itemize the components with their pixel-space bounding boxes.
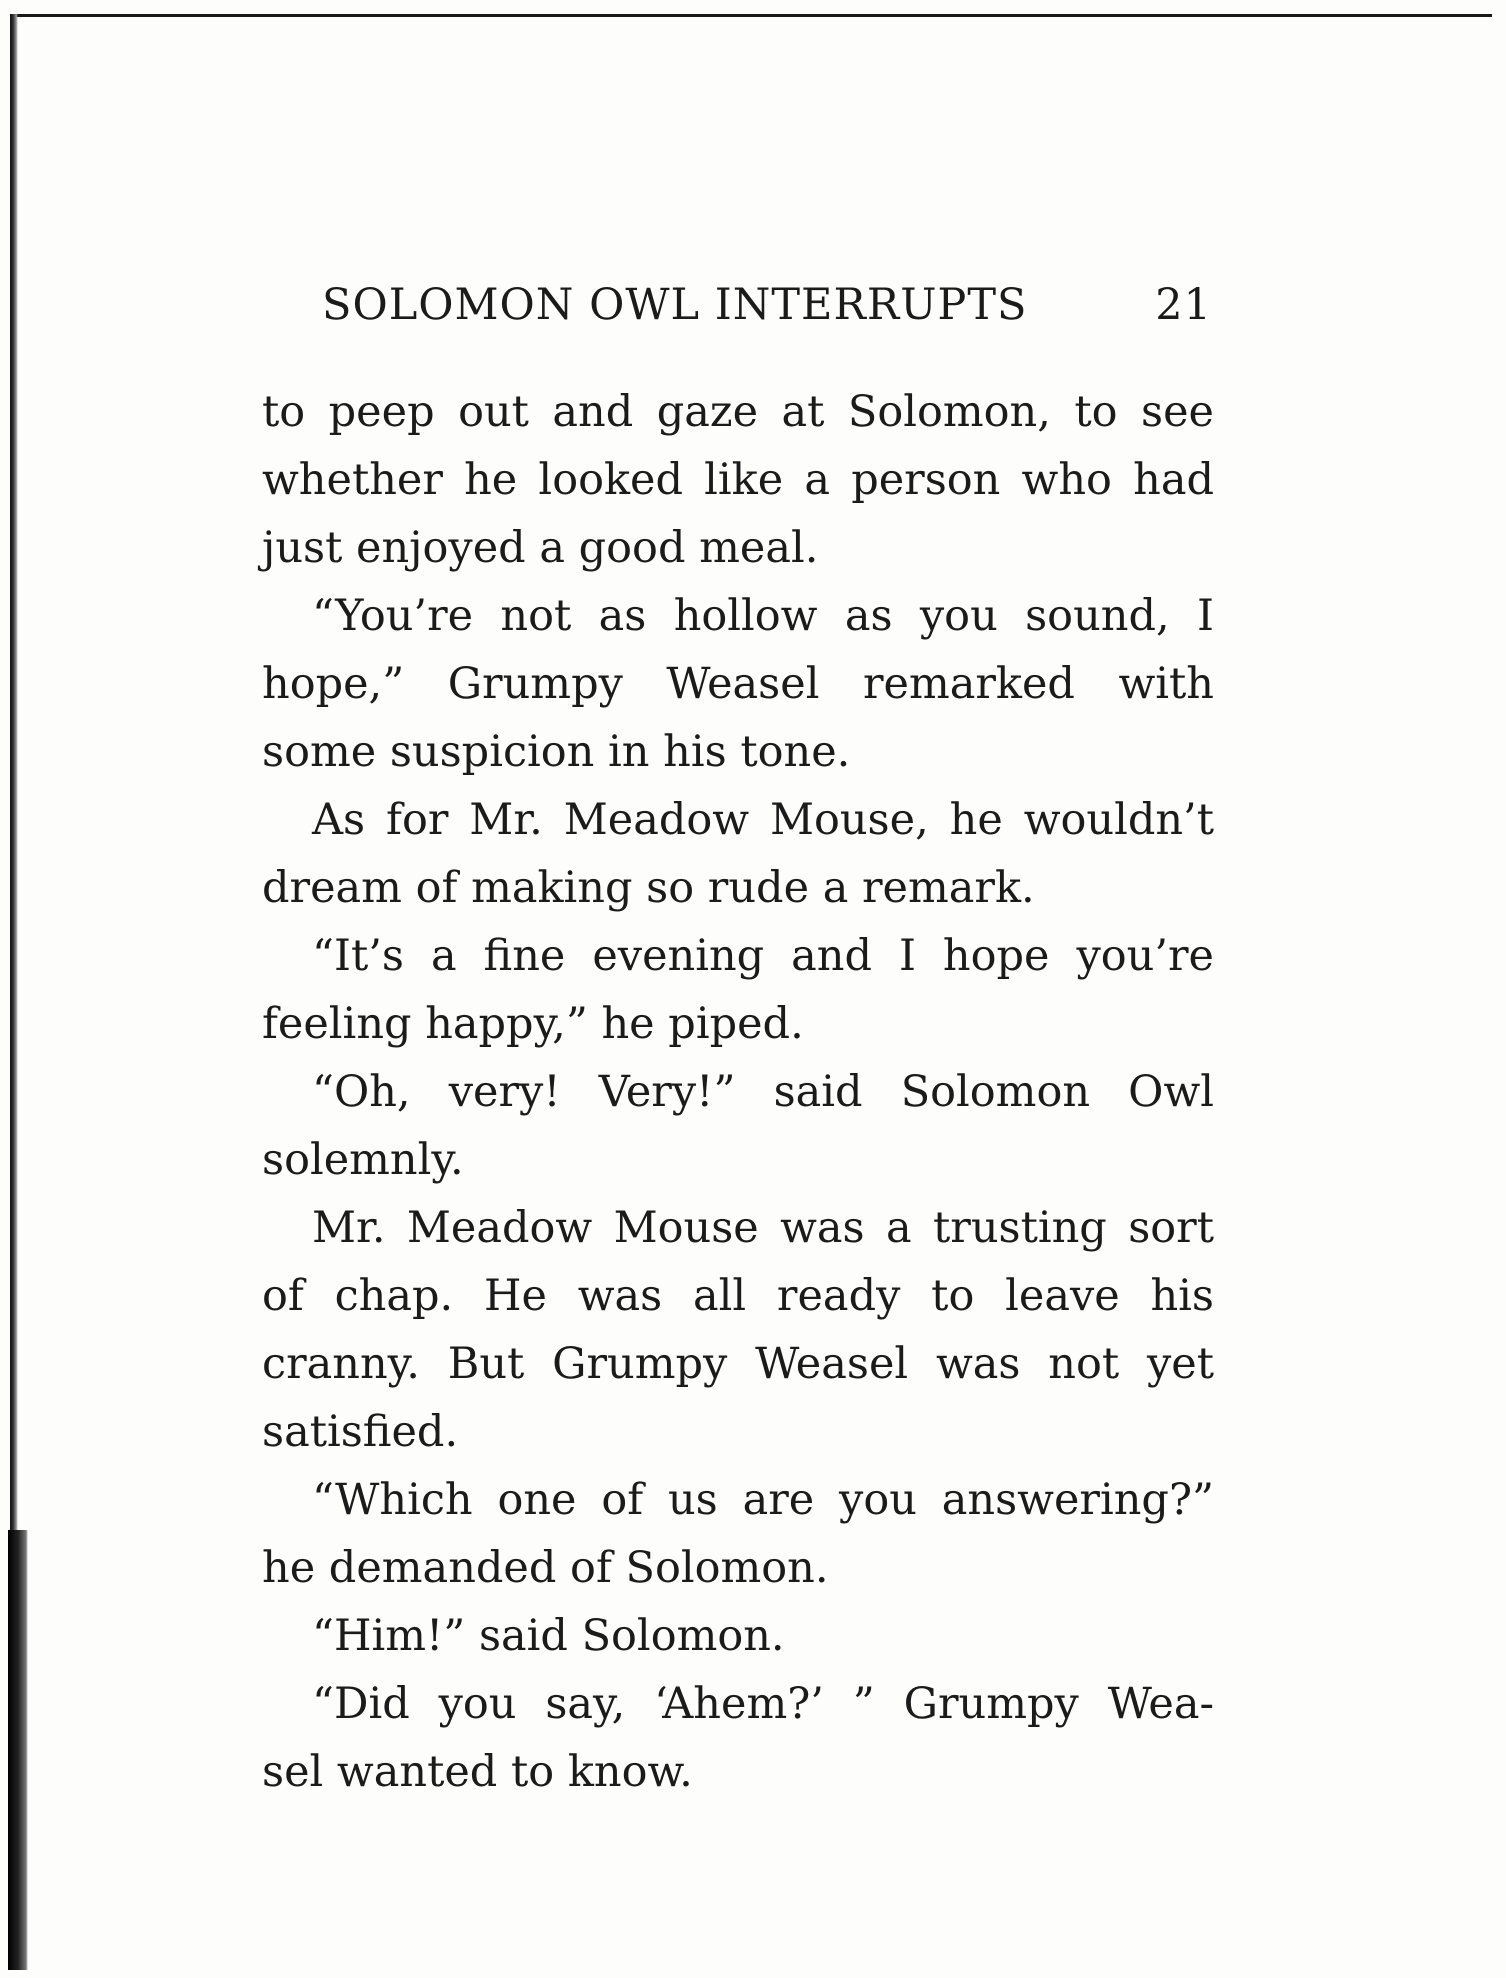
text-line: sel wanted to know. — [262, 1747, 693, 1797]
text-line: hope,” Grumpy Weasel remarked with — [262, 659, 1214, 709]
running-header — [322, 280, 1212, 340]
text-line: As for Mr. Meadow Mouse, he wouldn’t — [312, 795, 1214, 845]
text-line: whether he looked like a person who had — [262, 455, 1214, 505]
text-line: satisfied. — [262, 1407, 459, 1457]
text-line: cranny. But Grumpy Weasel was not yet — [262, 1339, 1214, 1389]
text-line: some suspicion in his tone. — [262, 727, 851, 777]
text-line: Mr. Meadow Mouse was a trusting sort — [312, 1203, 1214, 1253]
text-line: “Him!” said Solomon. — [312, 1611, 785, 1661]
text-line: “Oh, very! Very!” said Solomon Owl — [312, 1067, 1214, 1117]
text-line: just enjoyed a good meal. — [262, 523, 819, 573]
text-line: dream of making so rude a remark. — [262, 863, 1035, 913]
top-scan-edge — [12, 14, 1492, 17]
text-line: “Which one of us are you answering?” — [312, 1475, 1214, 1525]
text-line: to peep out and gaze at Solomon, to see — [262, 387, 1214, 437]
body-text — [262, 378, 1214, 1806]
text-line: solemnly. — [262, 1135, 464, 1185]
running-head-title: SOLOMON OWL INTERRUPTS — [322, 280, 1028, 330]
text-line: of chap. He was all ready to leave his — [262, 1271, 1214, 1321]
text-line: “It’s a fine evening and I hope you’re — [312, 931, 1214, 981]
left-binding-shadow — [8, 1530, 28, 1970]
text-line: “Did you say, ‘Ahem?’ ” Grumpy Wea- — [312, 1679, 1214, 1729]
page-number: 21 — [1155, 280, 1212, 330]
text-line: feeling happy,” he piped. — [262, 999, 804, 1049]
text-line: “You’re not as hollow as you sound, I — [312, 591, 1214, 641]
text-line: he demanded of Solomon. — [262, 1543, 829, 1593]
